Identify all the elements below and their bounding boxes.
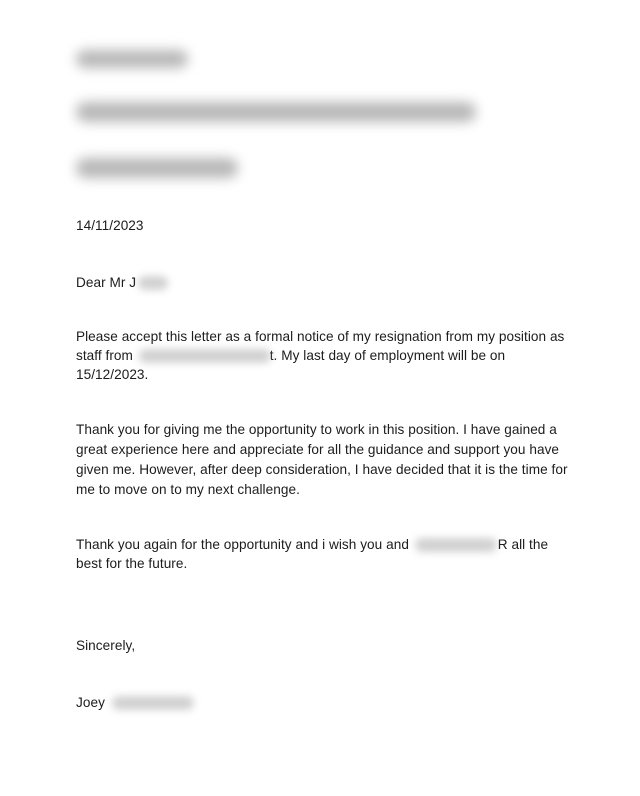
signature-name: Joey xyxy=(76,695,105,710)
redacted-sender-name xyxy=(76,50,188,68)
letter-signature xyxy=(76,693,194,712)
para1-line2-start: staff from xyxy=(76,348,133,363)
para3-line1-start: Thank you again for the opportunity and i wish you and xyxy=(76,537,409,552)
paragraph-1-line-1: Please accept this letter as a formal notice of my resignation from my position as xyxy=(76,329,565,344)
greeting-text: Dear Mr J xyxy=(76,275,137,290)
letter-closing: Sincerely, xyxy=(76,638,136,653)
redacted-surname xyxy=(112,696,194,710)
paragraph-2-line-1: Thank you for giving me the opportunity to work in this position. I have gained a xyxy=(76,422,557,437)
paragraph-1-line-3: 15/12/2023. xyxy=(76,367,149,382)
paragraph-2-line-4: me to move on to my next challenge. xyxy=(76,482,300,497)
redacted-sender-address xyxy=(76,102,476,122)
redacted-company-name xyxy=(139,349,271,363)
paragraph-3-line-1 xyxy=(76,535,548,554)
redacted-recipient-name xyxy=(138,276,168,290)
paragraph-2-line-2: great experience here and appreciate for all the guidance and support you have xyxy=(76,442,560,457)
paragraph-1-line-2 xyxy=(76,346,505,365)
paragraph-3-line-2: best for the future. xyxy=(76,556,188,571)
letter-greeting xyxy=(76,273,168,292)
redacted-sender-contact xyxy=(76,158,238,178)
letter-date: 14/11/2023 xyxy=(76,218,144,233)
paragraph-2-line-3: given me. However, after deep consideration, I have decided that it is the time for xyxy=(76,462,568,477)
para1-line2-end: t. My last day of employment will be on xyxy=(269,348,506,363)
para3-line1-end: R all the xyxy=(497,537,549,552)
redacted-company-name-2 xyxy=(415,538,497,552)
